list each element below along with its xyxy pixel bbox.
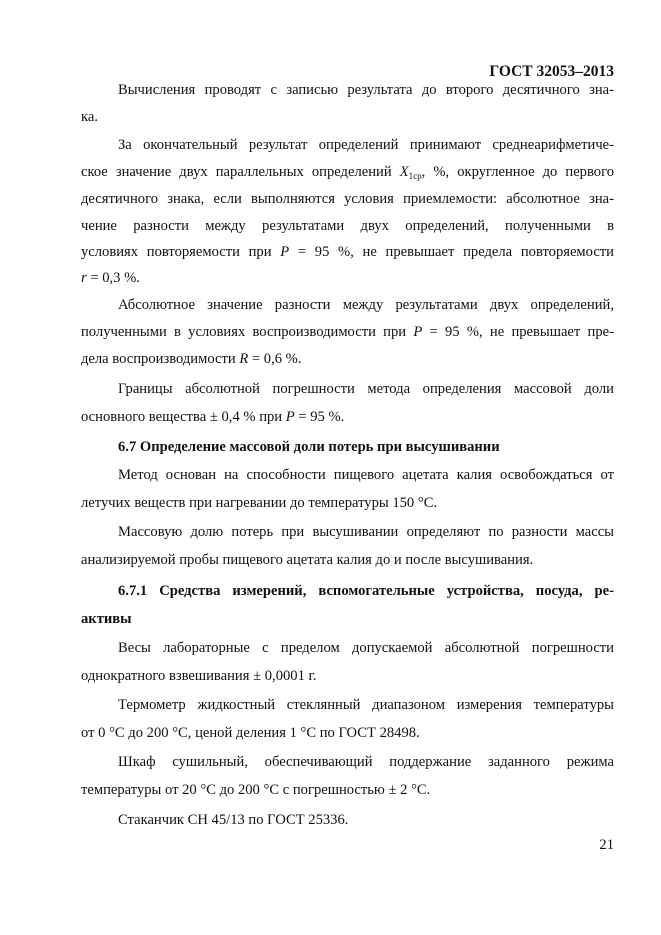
paragraph-line: однократного взвешивания ± 0,0001 г. xyxy=(81,668,317,684)
paragraph-line: Массовую долю потерь при высушивании определяют по разности массы xyxy=(118,524,614,540)
text: условиях повторяемости при xyxy=(81,244,281,260)
page-number: 21 xyxy=(599,837,614,853)
paragraph-line xyxy=(81,162,614,182)
variable-p: P xyxy=(285,409,295,425)
paragraph-line: Шкаф сушильный, обеспечивающий поддержание заданного режима xyxy=(118,754,614,770)
subscript: 1ср xyxy=(408,171,422,181)
paragraph-line xyxy=(81,349,614,369)
text: = 95 %, не превышает пре- xyxy=(422,324,614,340)
paragraph-line: ка. xyxy=(81,109,98,125)
text: дела воспроизводимости xyxy=(81,351,240,367)
paragraph-line: Весы лабораторные с пределом допускаемой абсолютной погрешности xyxy=(118,640,614,656)
paragraph-line xyxy=(81,407,614,427)
paragraph-line: десятичного знака, если выполняются условия приемлемости: абсолютное зна- xyxy=(81,191,614,207)
paragraph-line: чение разности между результатами двух определений, полученными в xyxy=(81,218,614,234)
section-heading-6-7: 6.7 Определение массовой доли потерь при высушивании xyxy=(118,439,500,455)
variable-r: r xyxy=(81,270,87,286)
variable-p: P xyxy=(413,324,423,340)
paragraph-line: Границы абсолютной погрешности метода определения массовой доли xyxy=(118,381,614,397)
text: = 95 %, не превышает предела повторяемости xyxy=(289,244,614,260)
document-id-header: ГОСТ 32053–2013 xyxy=(489,63,614,80)
variable-x: X xyxy=(399,164,409,180)
text: = 95 %. xyxy=(294,409,345,425)
paragraph-line: Вычисления проводят с записью результата до второго десятичного зна- xyxy=(118,82,614,98)
paragraph-line: Стаканчик СН 45/13 по ГОСТ 25336. xyxy=(118,812,349,828)
text: основного вещества ± 0,4 % при xyxy=(81,409,286,425)
variable-p: P xyxy=(280,244,290,260)
paragraph-line: Метод основан на способности пищевого ацетата калия освобождаться от xyxy=(118,467,614,483)
paragraph-line: Абсолютное значение разности между результатами двух определений, xyxy=(118,297,614,313)
section-heading-6-7-1: 6.7.1 Средства измерений, вспомогательные устройства, посуда, ре- xyxy=(118,583,614,599)
paragraph-line: Термометр жидкостный стеклянный диапазоном измерения температуры xyxy=(118,697,614,713)
text: , %, округленное до первого xyxy=(421,164,614,180)
paragraph-line: За окончательный результат определений принимают среднеарифметиче- xyxy=(118,137,614,153)
text: = 0,3 %. xyxy=(86,270,140,286)
text: = 0,6 %. xyxy=(248,351,302,367)
text: полученными в условиях воспроизводимости при xyxy=(81,324,414,340)
section-heading-6-7-1-cont: активы xyxy=(81,611,132,627)
variable-r: R xyxy=(239,351,249,367)
paragraph-line: температуры от 20 °С до 200 °С с погрешностью ± 2 °С. xyxy=(81,782,431,798)
text: ское значение двух параллельных определений xyxy=(81,164,400,180)
paragraph-line xyxy=(81,242,614,262)
paragraph-line: анализируемой пробы пищевого ацетата калия до и после высушивания. xyxy=(81,552,534,568)
paragraph-line xyxy=(81,268,614,288)
paragraph-line xyxy=(81,322,614,342)
paragraph-line: от 0 °С до 200 °С, ценой деления 1 °С по ГОСТ 28498. xyxy=(81,725,420,741)
paragraph-line: летучих веществ при нагревании до температуры 150 °С. xyxy=(81,495,438,511)
